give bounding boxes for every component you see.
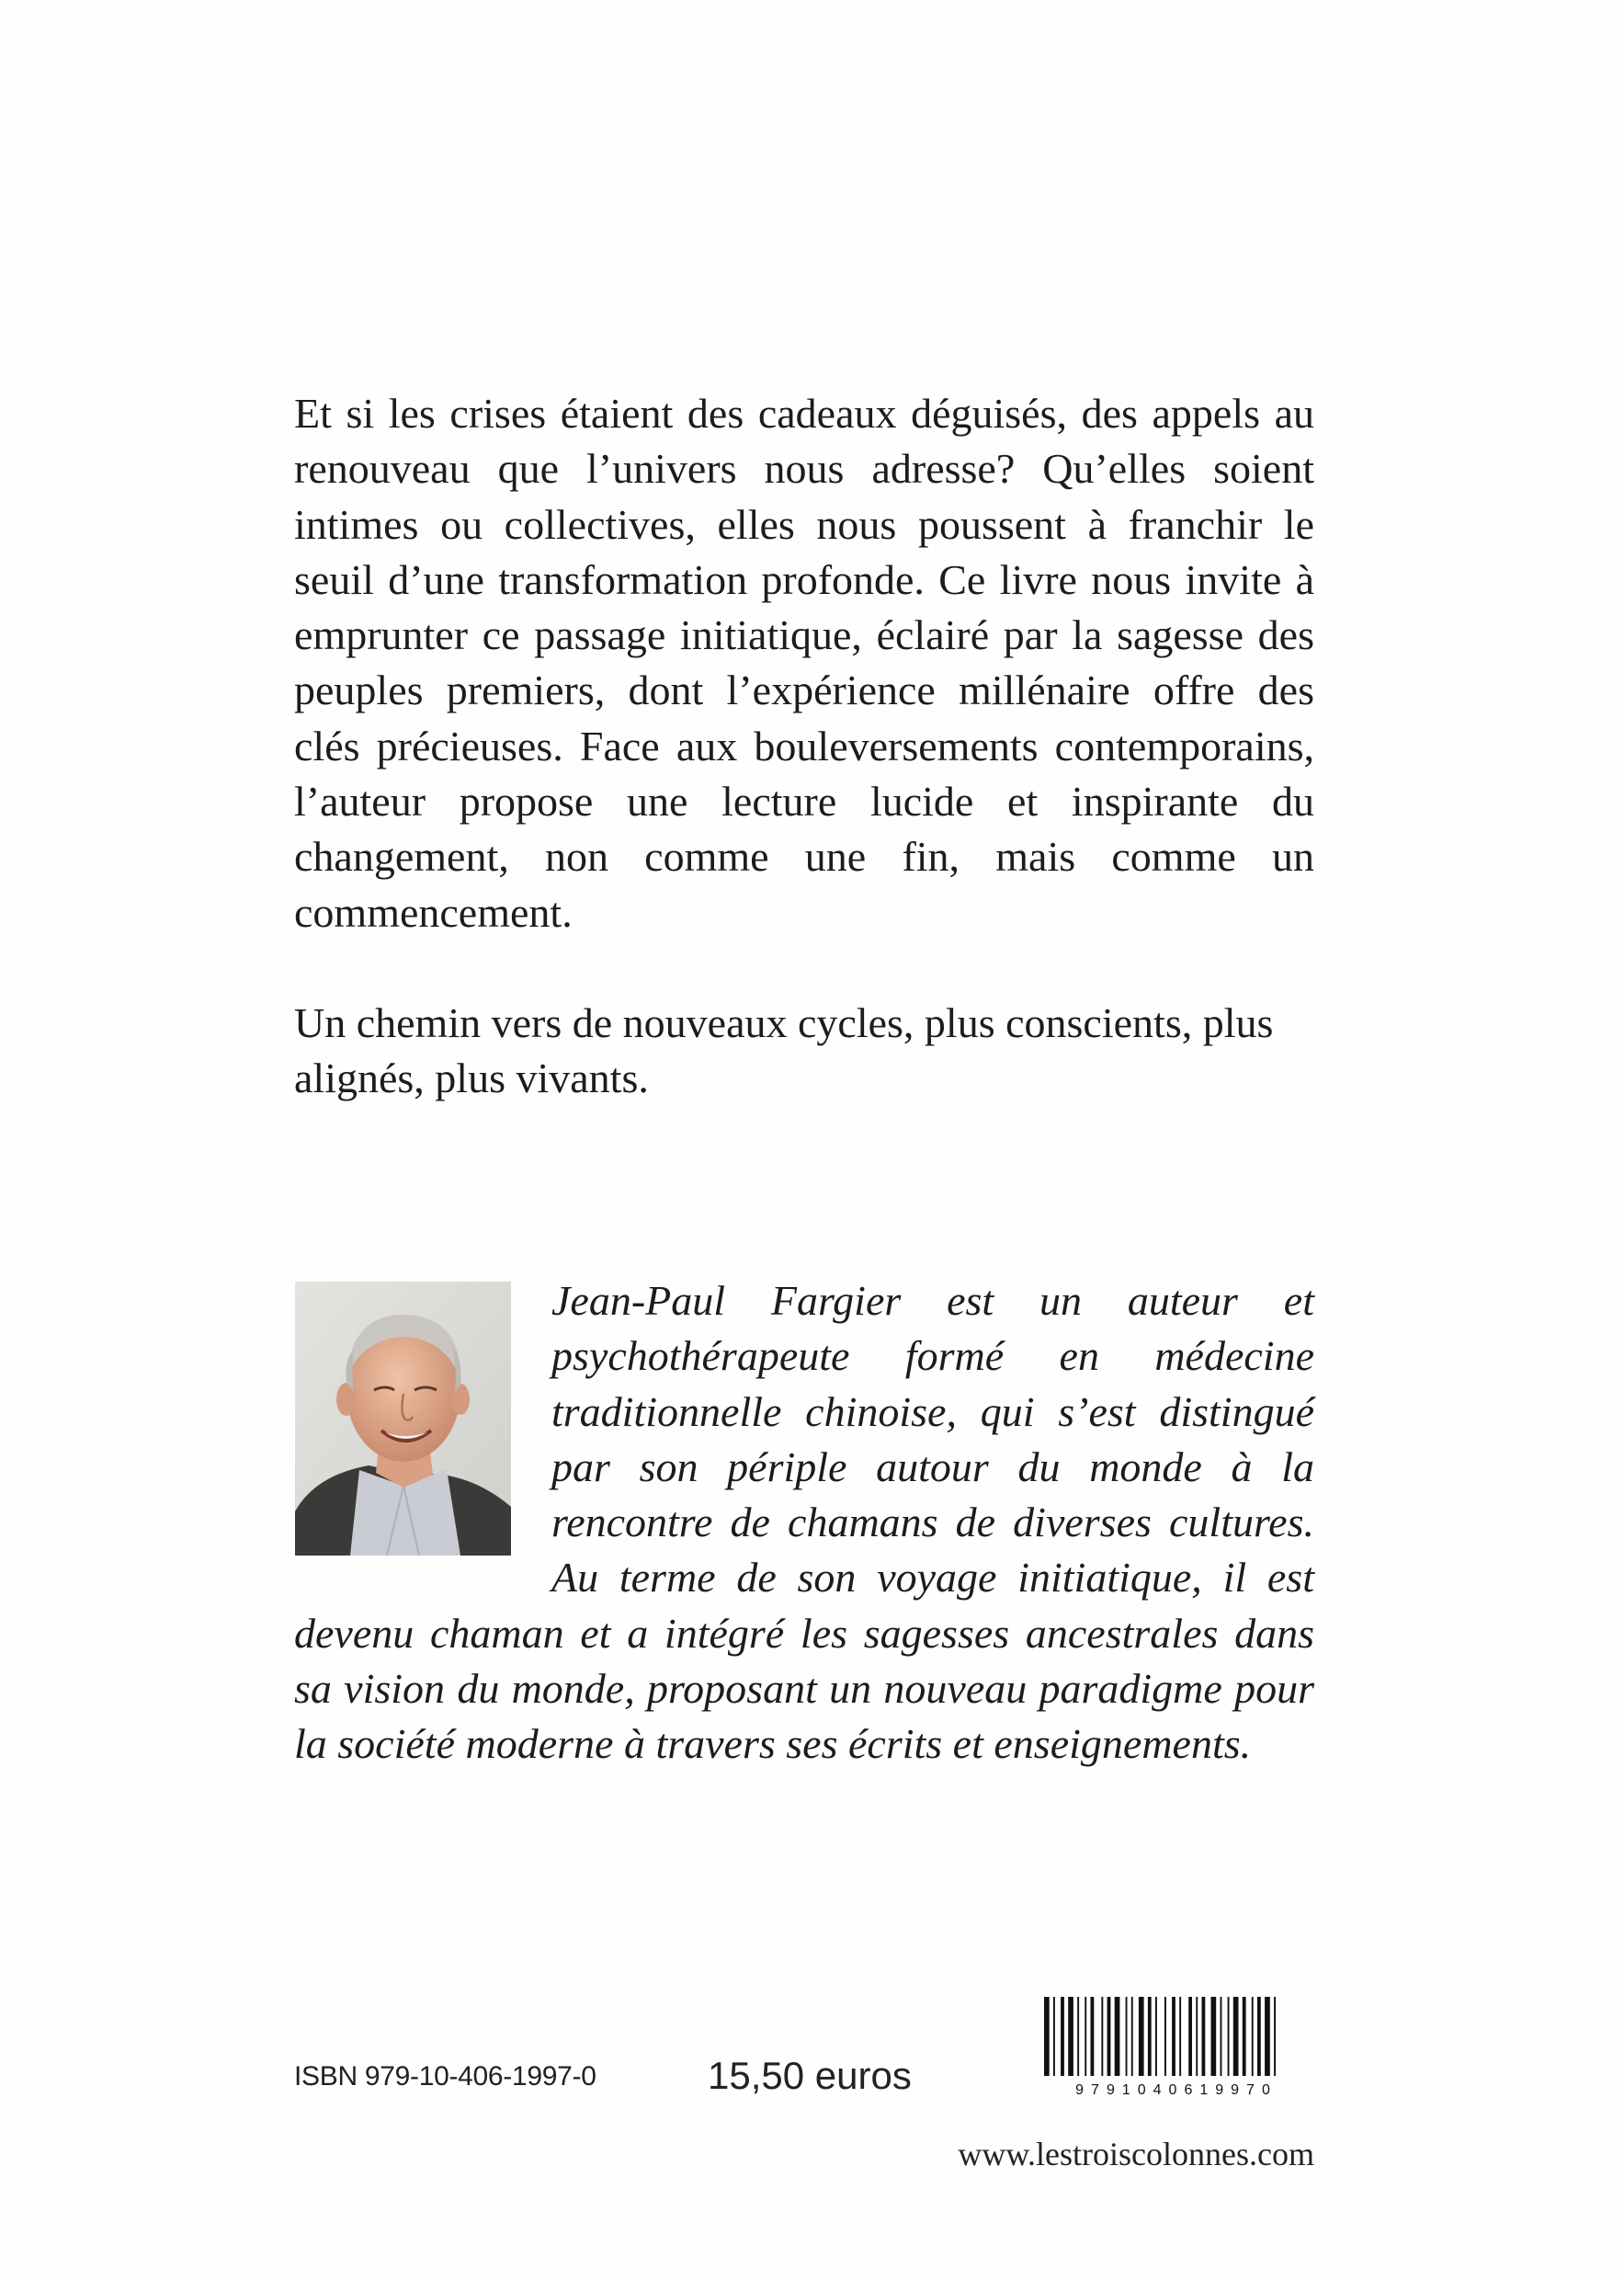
blurb-paragraph: Et si les crises étaient des cadeaux déguisés, des appels au renouveau que l’univers nous adresse? Qu’elles soient intimes ou collectives, elles nous poussent à franchir le seuil d’une transformation profonde. Ce livre nous invite à emprunter ce passage initiatique, éclairé par la sagesse des peuples premiers, dont l’expérience millénaire offre des clés précieuses. Face aux bouleversements contemporains, l’auteur propose une lecture lucide et inspirante du changement, non comme une fin, mais comme un commencement. bbox=[294, 390, 1314, 936]
barcode-bar bbox=[1044, 1997, 1050, 2076]
barcode-bar bbox=[1265, 1997, 1270, 2076]
barcode-bar bbox=[1068, 1997, 1073, 2076]
barcode-bar bbox=[1148, 1997, 1152, 2076]
barcode-bar bbox=[1131, 1997, 1133, 2076]
barcode-bar bbox=[1077, 1997, 1079, 2076]
barcode-bar bbox=[1211, 1997, 1217, 2076]
barcode-bar bbox=[1164, 1997, 1166, 2076]
barcode-bar bbox=[1139, 1997, 1144, 2076]
barcode-bar bbox=[1053, 1997, 1055, 2076]
barcode-bar bbox=[1061, 1997, 1064, 2076]
barcode-bar bbox=[1228, 1997, 1230, 2076]
barcode-bar bbox=[1155, 1997, 1157, 2076]
barcode-bar bbox=[1115, 1997, 1120, 2076]
author-bio-text: Jean-Paul Fargier est un auteur et psychothérapeute formé en médecine traditionnelle chinoise, qui s’est distingué par son périple autour du monde à la rencontre de chamans de diverses cultures. Au terme de son voyage initiatique, il est devenu chaman et a intégré les sagesses ancestrales dans sa vision du monde, proposant un nouveau paradigme pour la société moderne à travers ses écrits et enseignements. bbox=[294, 1277, 1314, 1768]
barcode-bar bbox=[1107, 1997, 1111, 2076]
barcode-bar bbox=[1091, 1997, 1095, 2076]
barcode-bar bbox=[1274, 1997, 1276, 2076]
barcode-bar bbox=[1221, 1997, 1222, 2076]
barcode-bar bbox=[1101, 1997, 1103, 2076]
barcode-bar bbox=[1252, 1997, 1254, 2076]
barcode bbox=[1039, 1997, 1314, 2098]
barcode-bar bbox=[1196, 1997, 1198, 2076]
barcode-bar bbox=[1085, 1997, 1086, 2076]
barcode-bar bbox=[1233, 1997, 1239, 2076]
barcode-bars bbox=[1044, 1997, 1276, 2076]
barcode-bar bbox=[1179, 1997, 1181, 2076]
publisher-website: www.lestroiscolonnes.com bbox=[958, 2136, 1314, 2172]
barcode-bar bbox=[1188, 1997, 1192, 2076]
barcode-bar bbox=[1257, 1997, 1261, 2076]
back-cover-blurb bbox=[294, 386, 1314, 1107]
barcode-bar bbox=[1126, 1997, 1128, 2076]
barcode-digits: 9791040619970 bbox=[1075, 2082, 1278, 2098]
author-portrait-image bbox=[295, 1282, 511, 1556]
blurb-paragraph: Un chemin vers de nouveaux cycles, plus conscients, plus alignés, plus vivants. bbox=[294, 998, 1274, 1102]
barcode-bar bbox=[1172, 1997, 1175, 2076]
price: 15,50 euros bbox=[708, 2054, 912, 2097]
barcode-bar bbox=[1202, 1997, 1206, 2076]
isbn-number: ISBN 979-10-406-1997-0 bbox=[294, 2061, 596, 2092]
author-photo bbox=[295, 1282, 511, 1556]
barcode-bar bbox=[1243, 1997, 1246, 2076]
